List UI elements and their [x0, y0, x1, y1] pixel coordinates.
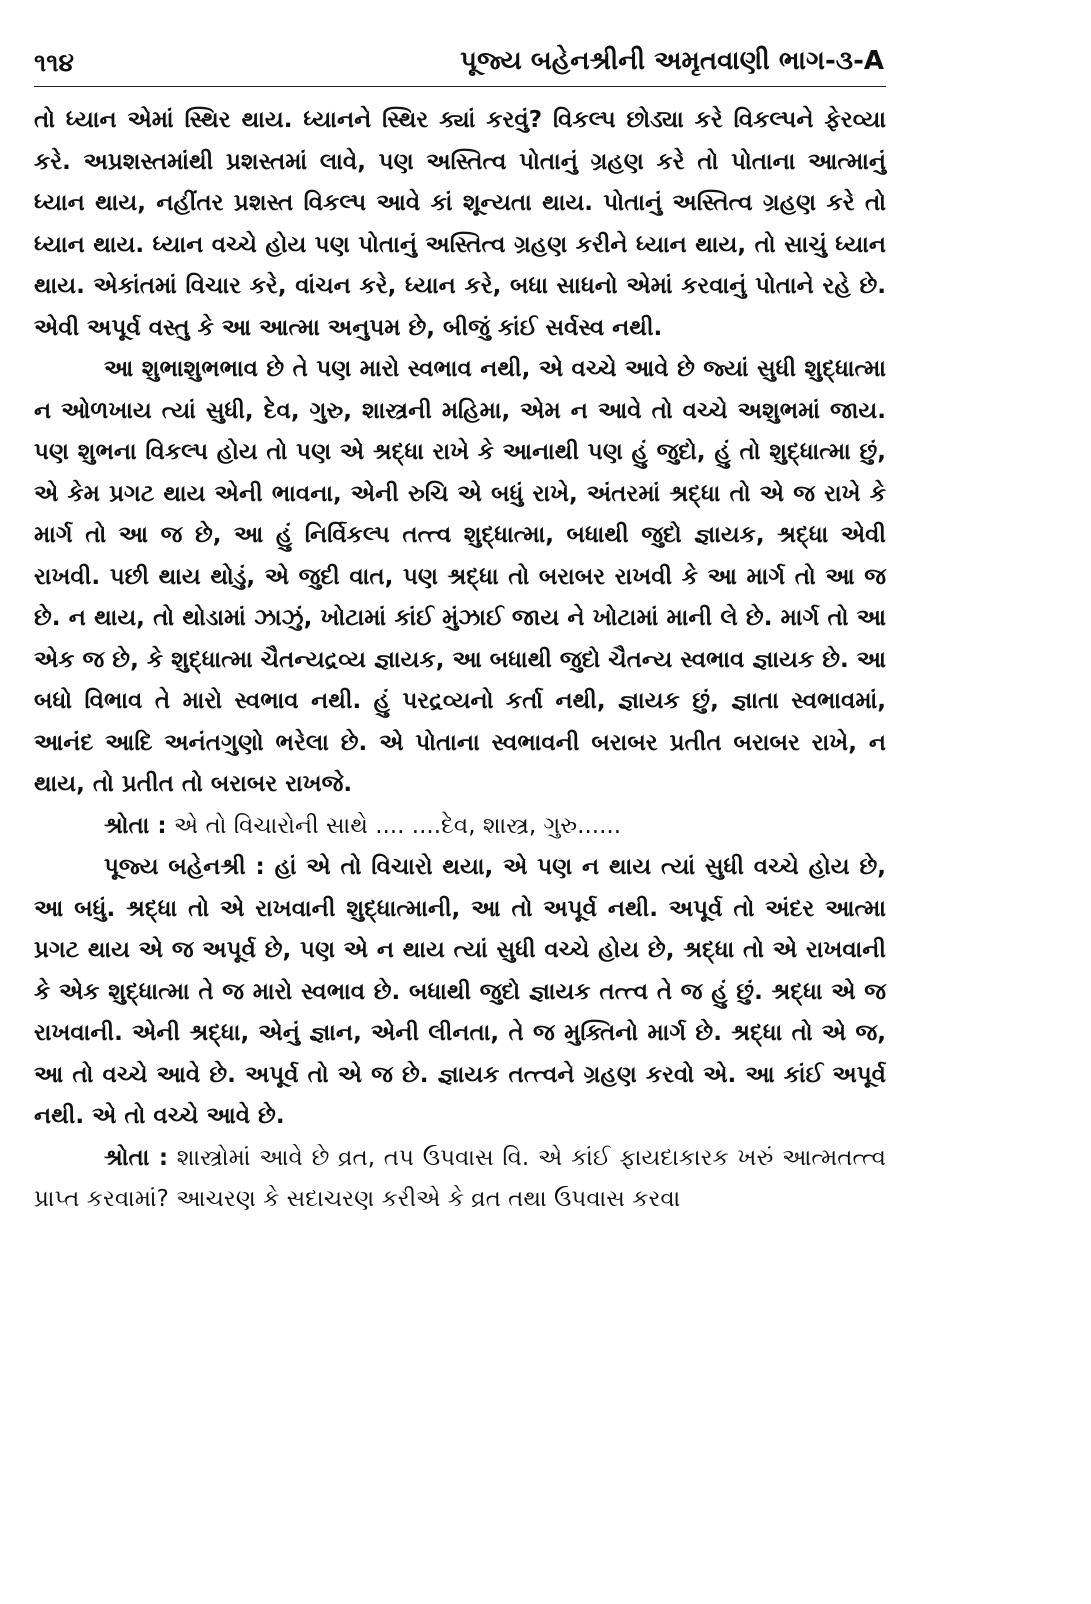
running-title: પૂજ્ય બહેનશ્રીની અમૃતવાણી ભાગ-૩-A — [460, 46, 884, 76]
dialogue-text: હાં એ તો વિચારો થયા, એ પણ ન થાય ત્યાં સુધી વચ્ચે હોય છે, આ બધું. શ્રદ્ધા તો એ રાખવાની શુદ્ધાત્માની, આ તો અપૂર્વ નથી. અપૂર્વ તો અંદર આત્મા પ્રગટ થાય એ જ અપૂર્વ છે, પણ એ ન થાય ત્યાં સુધી વચ્ચે હોય છે, શ્રદ્ધા તો એ રાખવાની કે એક શુદ્ધાત્મા તે જ મારો સ્વભાવ છે. બધાથી જુદો જ્ઞાયક તત્ત્વ તે જ હું છું. શ્રદ્ધા એ જ રાખવાની. એની શ્રદ્ધા, એનું જ્ઞાન, એની લીનતા, તે જ મુક્તિનો માર્ગ છે. શ્રદ્ધા તો એ જ, આ તો વચ્ચે આવે છે. અપૂર્વ તો એ જ છે. જ્ઞાયક તત્ત્વને ગ્રહણ કરવો એ. આ કાંઈ અપૂર્વ નથી. એ તો વચ્ચે આવે છે. — [34, 854, 886, 1129]
dialogue-listener-2 — [34, 1138, 886, 1221]
paragraph-2 — [34, 349, 886, 806]
dialogue-listener-1 — [34, 806, 886, 848]
page-number: ૧૧૪ — [34, 48, 75, 77]
dialogue-bahenshri — [34, 847, 886, 1138]
paragraph-1 — [34, 100, 886, 349]
speaker-label: શ્રોતા : — [104, 812, 167, 839]
paragraph-text: તો ધ્યાન એમાં સ્થિર થાય. ધ્યાનને સ્થિર ક્યાં કરવું? વિકલ્પ છોડ્યા કરે વિકલ્પને ફેરવ્યા કરે. અપ્રશસ્તમાંથી પ્રશસ્તમાં લાવે, પણ અસ્તિત્વ પોતાનું ગ્રહણ કરે તો પોતાના આત્માનું ધ્યાન થાય, નહીંતર પ્રશસ્ત વિકલ્પ આવે કાં શૂન્યતા થાય. પોતાનું અસ્તિત્વ ગ્રહણ કરે તો ધ્યાન થાય. ધ્યાન વચ્ચે હોય પણ પોતાનું અસ્તિત્વ ગ્રહણ કરીને ધ્યાન થાય, તો સાચું ધ્યાન થાય. એકાંતમાં વિચાર કરે, વાંચન કરે, ધ્યાન કરે, બધા સાધનો એમાં કરવાનું પોતાને રહે છે. એવી અપૂર્વ વસ્તુ કે આ આત્મા અનુપમ છે, બીજું કાંઈ સર્વસ્વ નથી. — [34, 107, 886, 341]
dialogue-text: એ તો વિચારોની સાથે .... ....દેવ, શાસ્ત્ર, ગુરુ...... — [166, 812, 622, 839]
dialogue-text: શાસ્ત્રોમાં આવે છે વ્રત, તપ ઉપવાસ વિ. એ કાંઈ ફાયદાકારક ખરું આત્મતત્ત્વ પ્રાપ્ત કરવામાં? આચરણ કે સદાચરણ કરીએ કે વ્રત તથા ઉપવાસ કરવા — [34, 1144, 886, 1212]
speaker-label: પૂજ્ય બહેનશ્રી : — [104, 854, 265, 880]
paragraph-text: આ શુભાશુભભાવ છે તે પણ મારો સ્વભાવ નથી, એ વચ્ચે આવે છે જ્યાં સુધી શુદ્ધાત્મા ન ઓળખાય ત્યાં સુધી, દેવ, ગુરુ, શાસ્ત્રની મહિમા, એમ ન આવે તો વચ્ચે અશુભમાં જાય. પણ શુભના વિકલ્પ હોય તો પણ એ શ્રદ્ધા રાખે કે આનાથી પણ હું જુદો, હું તો શુદ્ધાત્મા છું, એ કેમ પ્રગટ થાય એની ભાવના, એની રુચિ એ બધું રાખે, અંતરમાં શ્રદ્ધા તો એ જ રાખે કે માર્ગ તો આ જ છે, આ હું નિર્વિકલ્પ તત્ત્વ શુદ્ધાત્મા, બધાથી જુદો જ્ઞાયક, શ્રદ્ધા એવી રાખવી. પછી થાય થોડું, એ જુદી વાત, પણ શ્રદ્ધા તો બરાબર રાખવી કે આ માર્ગ તો આ જ છે. ન થાય, તો થોડામાં ઝાઝું, ખોટામાં કાંઈ મુંઝાઈ જાય ને ખોટામાં માની લે છે. માર્ગ તો આ એક જ છે, કે શુદ્ધાત્મા ચૈતન્યદ્રવ્ય જ્ઞાયક, આ બધાથી જુદો ચૈતન્ય સ્વભાવ જ્ઞાયક છે. આ બધો વિભાવ તે મારો સ્વભાવ નથી. હું પરદ્રવ્યનો કર્તા નથી, જ્ઞાયક છું, જ્ઞાતા સ્વભાવમાં, આનંદ આદિ અનંતગુણો ભરેલા છે. એ પોતાના સ્વભાવની બરાબર પ્રતીત બરાબર રાખે, ન થાય, તો પ્રતીત તો બરાબર રાખજે. — [34, 356, 886, 797]
body-text — [34, 100, 886, 1221]
page-header — [34, 44, 886, 87]
speaker-label: શ્રોતા : — [104, 1144, 169, 1171]
